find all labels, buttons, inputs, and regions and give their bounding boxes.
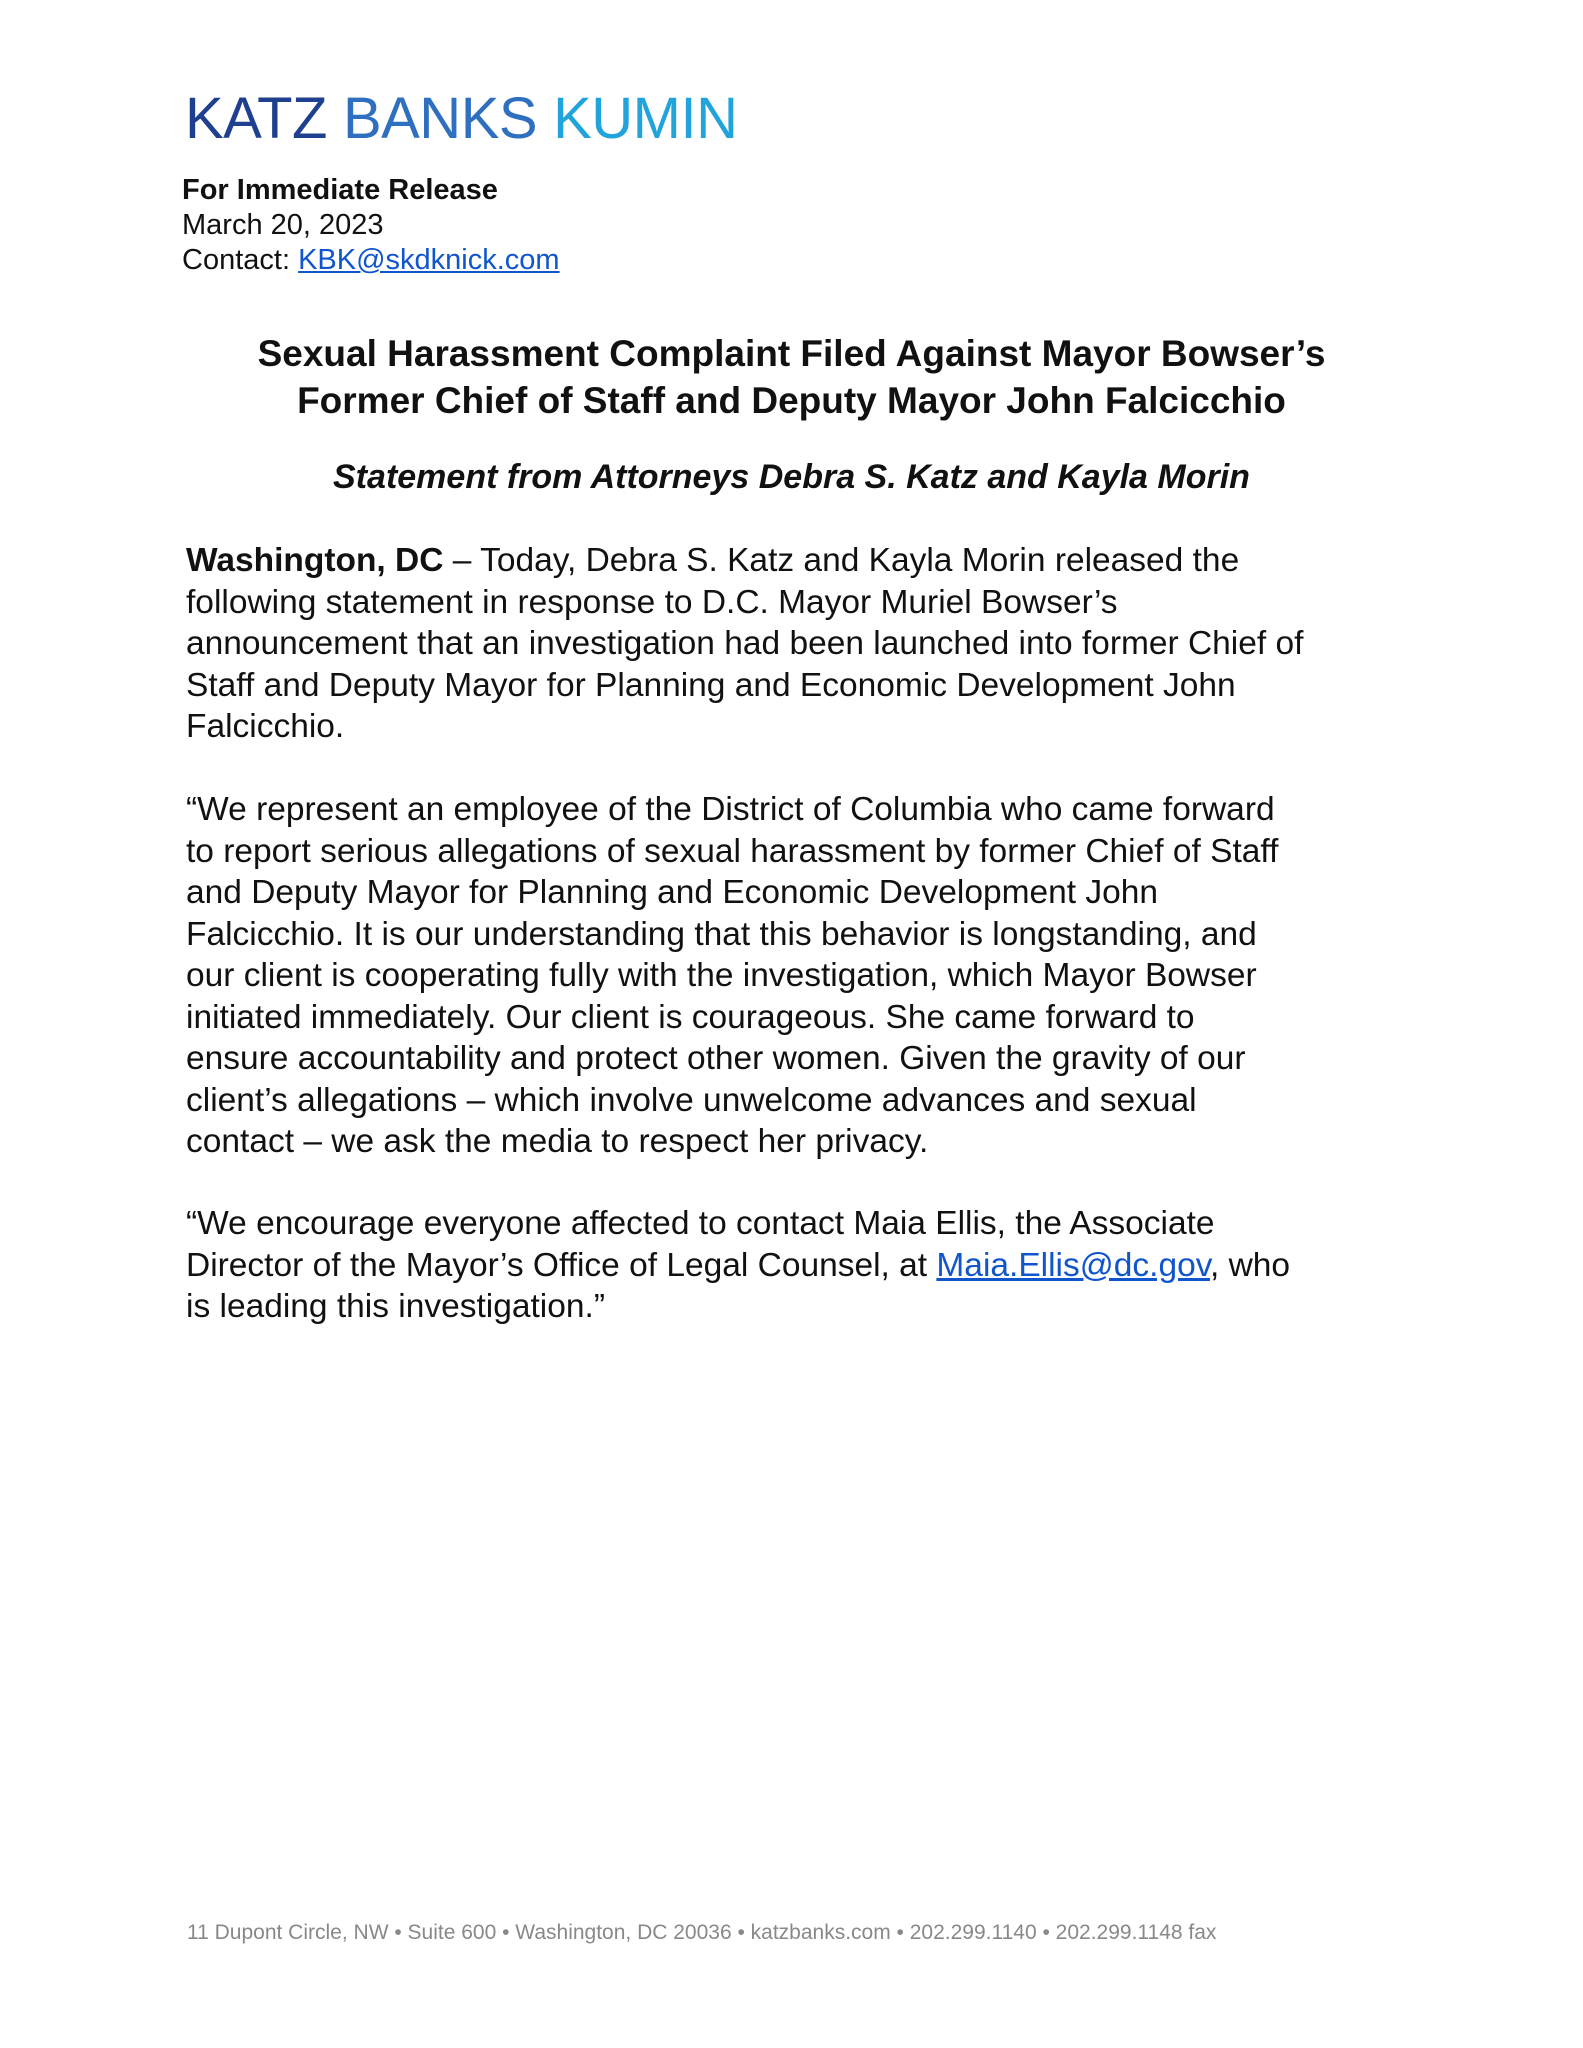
contact-label: Contact:: [182, 244, 290, 276]
paragraph-line: “We encourage everyone affected to contact Maia Ellis, the Associate: [186, 1205, 1215, 1242]
logo-word-katz: KATZ: [185, 86, 327, 151]
paragraph-encourage: [186, 1203, 1411, 1328]
maia-ellis-email-link[interactable]: Maia.Ellis@dc.gov: [936, 1246, 1210, 1284]
release-label: For Immediate Release: [182, 174, 498, 206]
paragraph-line: is leading this investigation.”: [186, 1288, 605, 1325]
paragraph-line: client’s allegations – which involve unwelcome advances and sexual: [186, 1081, 1197, 1119]
paragraph-line: “We represent an employee of the District of Columbia who came forward: [186, 791, 1275, 828]
release-date: March 20, 2023: [182, 209, 384, 241]
headline-line: Former Chief of Staff and Deputy Mayor John Falcicchio: [297, 380, 1286, 421]
paragraph-statement: [186, 789, 1411, 1163]
headline: [120, 330, 1463, 424]
paragraph-text: , who: [1209, 1246, 1291, 1284]
paragraph-line: [186, 540, 1411, 582]
firm-logo: [185, 88, 737, 150]
headline-line: Sexual Harassment Complaint Filed Against Mayor Bowser’s: [257, 333, 1326, 374]
paragraph-line: contact – we ask the media to respect her privacy.: [186, 1123, 929, 1160]
subheadline: Statement from Attorneys Debra S. Katz and Kayla Morin: [333, 458, 1250, 496]
logo-word-banks: BANKS: [342, 86, 538, 151]
paragraph-line: Falcicchio. It is our understanding that this behavior is longstanding, and: [186, 915, 1257, 953]
dateline: Washington, DC: [186, 542, 444, 579]
release-header: [182, 173, 560, 278]
paragraph-line: ensure accountability and protect other women. Given the gravity of our: [186, 1040, 1246, 1077]
paragraph-line: to report serious allegations of sexual harassment by former Chief of Staff: [186, 832, 1279, 870]
paragraph-line: announcement that an investigation had been launched into former Chief of: [186, 625, 1304, 662]
contact-email-link[interactable]: KBK@skdknick.com: [298, 244, 560, 276]
paragraph-line: [186, 1245, 1411, 1287]
paragraph-line: Falcicchio.: [186, 708, 345, 745]
paragraph-intro: [186, 540, 1411, 748]
paragraph-line: Staff and Deputy Mayor for Planning and Economic Development John: [186, 666, 1236, 704]
logo-word-kumin: KUMIN: [553, 86, 738, 151]
paragraph-line: and Deputy Mayor for Planning and Economic Development John: [186, 874, 1159, 911]
footer-address: 11 Dupont Circle, NW • Suite 600 • Washington, DC 20036 • katzbanks.com • 202.299.1140 • 202.299.1148 fax: [187, 1921, 1217, 1944]
paragraph-line: following statement in response to D.C. Mayor Muriel Bowser’s: [186, 583, 1118, 621]
contact-line: [182, 243, 560, 278]
paragraph-text: Director of the Mayor’s Office of Legal Counsel, at: [186, 1246, 937, 1284]
paragraph-text: – Today, Debra S. Katz and Kayla Morin released the: [443, 542, 1240, 579]
paragraph-line: initiated immediately. Our client is courageous. She came forward to: [186, 998, 1195, 1036]
paragraph-line: our client is cooperating fully with the investigation, which Mayor Bowser: [186, 957, 1257, 994]
